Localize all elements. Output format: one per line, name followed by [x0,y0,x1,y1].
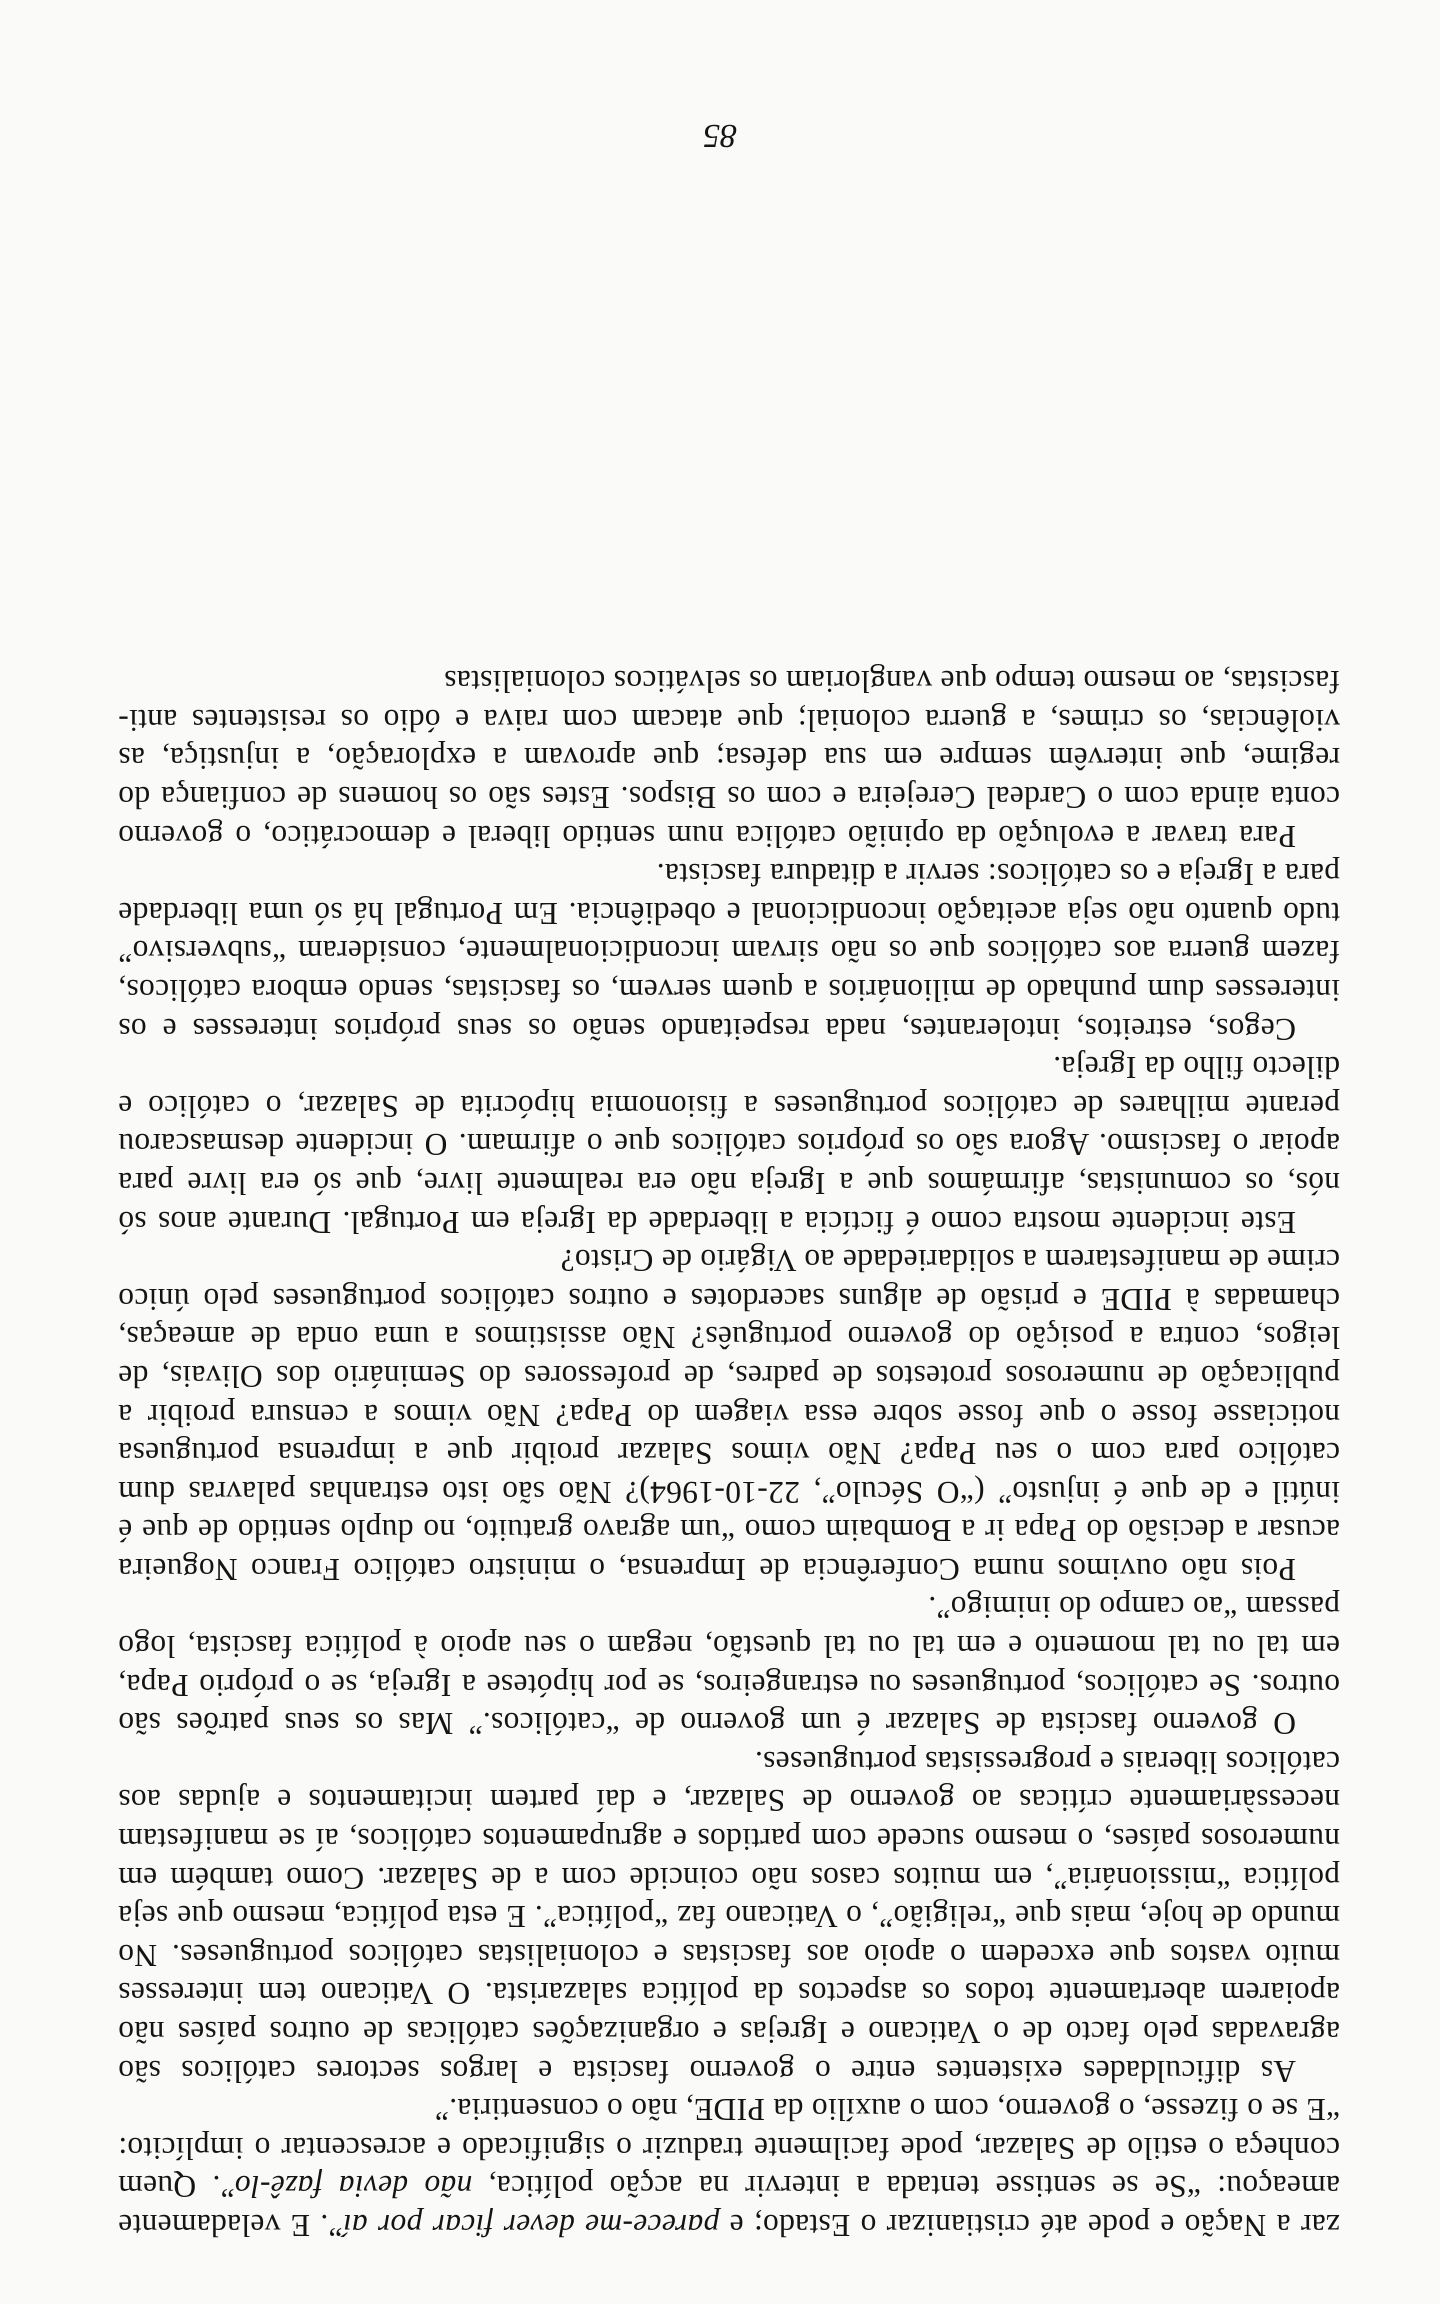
paragraph-1-text-b: ”. E veladamente ameaçou: “Se se sentisse tentada a intervir na acção política, [118,2169,1340,2243]
paragraph-7: Para travar a evolução da opinião católica num sentido liberal e democrático, o governo conta ainda com o Cardeal Cerejeira e com os Bispos. Estes são os homens de confiança do regime, que intervêm sempre em sua defesa; que aprovam a exploração, a injustiça, as violências, os crimes, a guerra colonial; que atacam com raiva e ódio os resistentes anti-fascistas, ao mesmo tempo que vangloriam os selváticos colonialistas [118,664,1340,854]
page-number: 85 [703,117,737,154]
paragraph-1-text-c: ”. Quem conheça o estilo de Salazar, pode facilmente traduzir o significado e acrescentar o implícito: “E se o fizesse, o governo, com o auxílio da PIDE, não o consentiria.” [117,2092,1340,2205]
paragraph-2: As dificuldades existentes entre o governo fascista e largos sectores católicos são agravadas pelo facto de o Vaticano e Igrejas e organizações católicas de outros países não apoiarem abertamente todos os aspectos da política salazarista. O Vaticano tem interesses muito vastos que excedem o apoio aos fascistas e colonialistas católicos portugueses. No mundo de hoje, mais que “religião”, o Vaticano faz “política”. E esta política, mesmo que seja política “missionária”, em muitos casos não coincide com a de Salazar. Como também em numerosos países, o mesmo sucede com partidos e agrupamentos católicos, aí se manifestam necessàriamente críticas ao governo de Salazar, e daí partem incitamentos e ajudas aos católicos liberais e progressistas portugueses. [118,1744,1340,2089]
paragraph-3: O governo fascista de Salazar é um governo de “católicos.” Mas os seus patrões são outros. Se católicos, portugueses ou estrangeiros, se por hipótese a Igreja, se o próprio Papa, em tal ou tal momento e em tal ou tal questão, negam o seu apoio à política fascista, logo passam “ao campo do inimigo”. [118,1590,1340,1742]
paragraph-1-italic-b: não devia fazê-lo [234,2169,473,2205]
paragraph-1-italic-a: parece-me dever ficar por aí [342,2208,720,2243]
body-text [118,662,1340,2244]
paragraph-4: Pois não ouvimos numa Conferência de Imprensa, o ministro católico Franco Nogueira acusar a decisão do Papa ir a Bombaim como “um agravo gratuito, no duplo sentido de que é inútil e de que é injusto” (“O Século”, 22-10-1964)? Não são isto estranhas palavras dum católico para com o seu Papa? Não vimos Salazar proibir que a imprensa portuguesa noticiasse fosse o que fosse sobre essa viagem do Papa? Não vimos a censura proibir a publicação de numerosos protestos de padres, de professores do Seminário dos Olivais, de leigos, contra a posição do governo português? Não assistimos a uma onda de ameaças, chamadas à PIDE e prisão de alguns sacerdotes e outros católicos portugueses pelo único crime de manifestarem a solidariedade ao Vigário de Cristo? [118,1243,1340,1587]
paragraph-1-text-a: zar a Nação e pode até cristianizar o Estado; e [719,2208,1340,2243]
paragraph-1 [118,2090,1340,2244]
paragraph-5: Este incidente mostra como é fictícia a liberdade da Igreja em Portugal. Durante anos só nós, os comunistas, afirmámos que a Igreja não era realmente livre, que só era livre para apoiar o fascismo. Agora são os próprios católicos que o afirmam. O incidente desmascarou perante milhares de católicos portugueses a fisionomia hipócrita de Salazar, o católico e dilecto filho da Igreja. [118,1050,1340,1240]
paragraph-6: Cegos, estreitos, intolerantes, nada respeitando senão os seus próprios interesses e os interesses dum punhado de milionários a quem servem, os fascistas, sendo embora católicos, fazem guerra aos católicos que os não sirvam incondicionalmente, consideram “subversivo” tudo quanto não seja aceitação incondicional e obediência. Em Portugal há só uma liberdade para a Igreja e os católicos: servir a ditadura fascista. [118,857,1340,1047]
